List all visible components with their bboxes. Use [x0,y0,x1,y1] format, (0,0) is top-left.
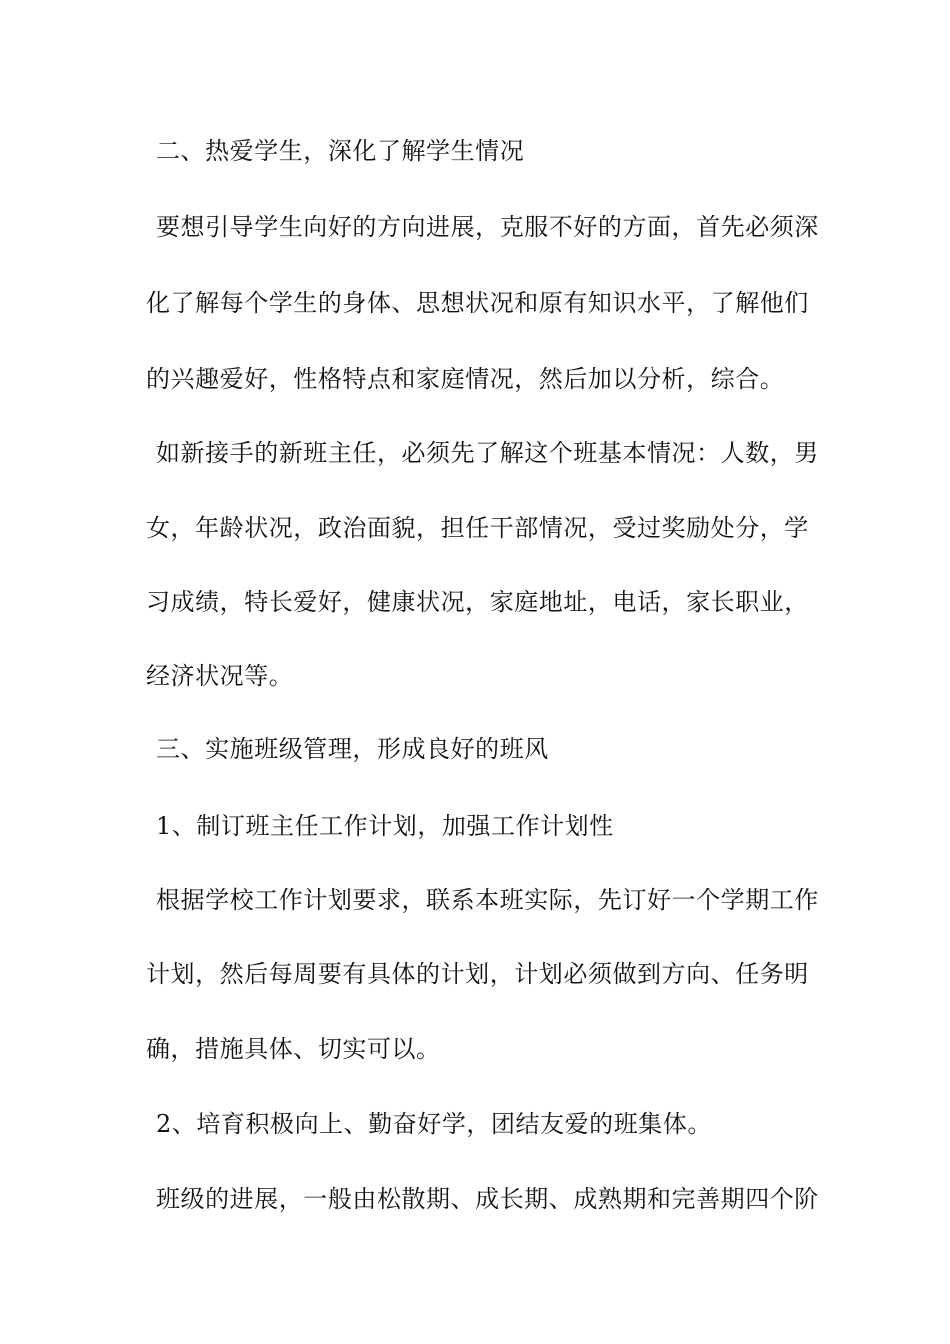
subsection-heading-1: 1、制订班主任工作计划，加强工作计划性 [156,812,614,840]
paragraph-line: 的兴趣爱好，性格特点和家庭情况，然后加以分析，综合。 [146,365,785,393]
section-heading-2: 二、热爱学生，深化了解学生情况 [156,137,525,165]
subsection-heading-2: 2、培育积极向上、勤奋好学，团结友爱的班集体。 [156,1110,712,1138]
paragraph-line: 班级的进展，一般由松散期、成长期、成熟期和完善期四个阶 [156,1185,819,1213]
paragraph-line: 化了解每个学生的身体、思想状况和原有知识水平，了解他们 [146,289,809,317]
section-heading-3: 三、实施班级管理，形成良好的班风 [156,735,549,763]
paragraph-line: 习成绩，特长爱好，健康状况，家庭地址，电话，家长职业， [146,588,809,616]
paragraph-line: 确，措施具体、切实可以。 [146,1035,441,1063]
paragraph-line: 女，年龄状况，政治面貌，担任干部情况，受过奖励处分，学 [146,514,809,542]
paragraph-line: 如新接手的新班主任，必须先了解这个班基本情况：人数，男 [156,439,819,467]
paragraph-line: 经济状况等。 [146,662,294,690]
paragraph-line: 根据学校工作计划要求，联系本班实际，先订好一个学期工作 [156,886,819,914]
paragraph-line: 计划，然后每周要有具体的计划，计划必须做到方向、任务明 [146,960,809,988]
paragraph-line: 要想引导学生向好的方向进展，克服不好的方面，首先必须深 [156,213,819,241]
